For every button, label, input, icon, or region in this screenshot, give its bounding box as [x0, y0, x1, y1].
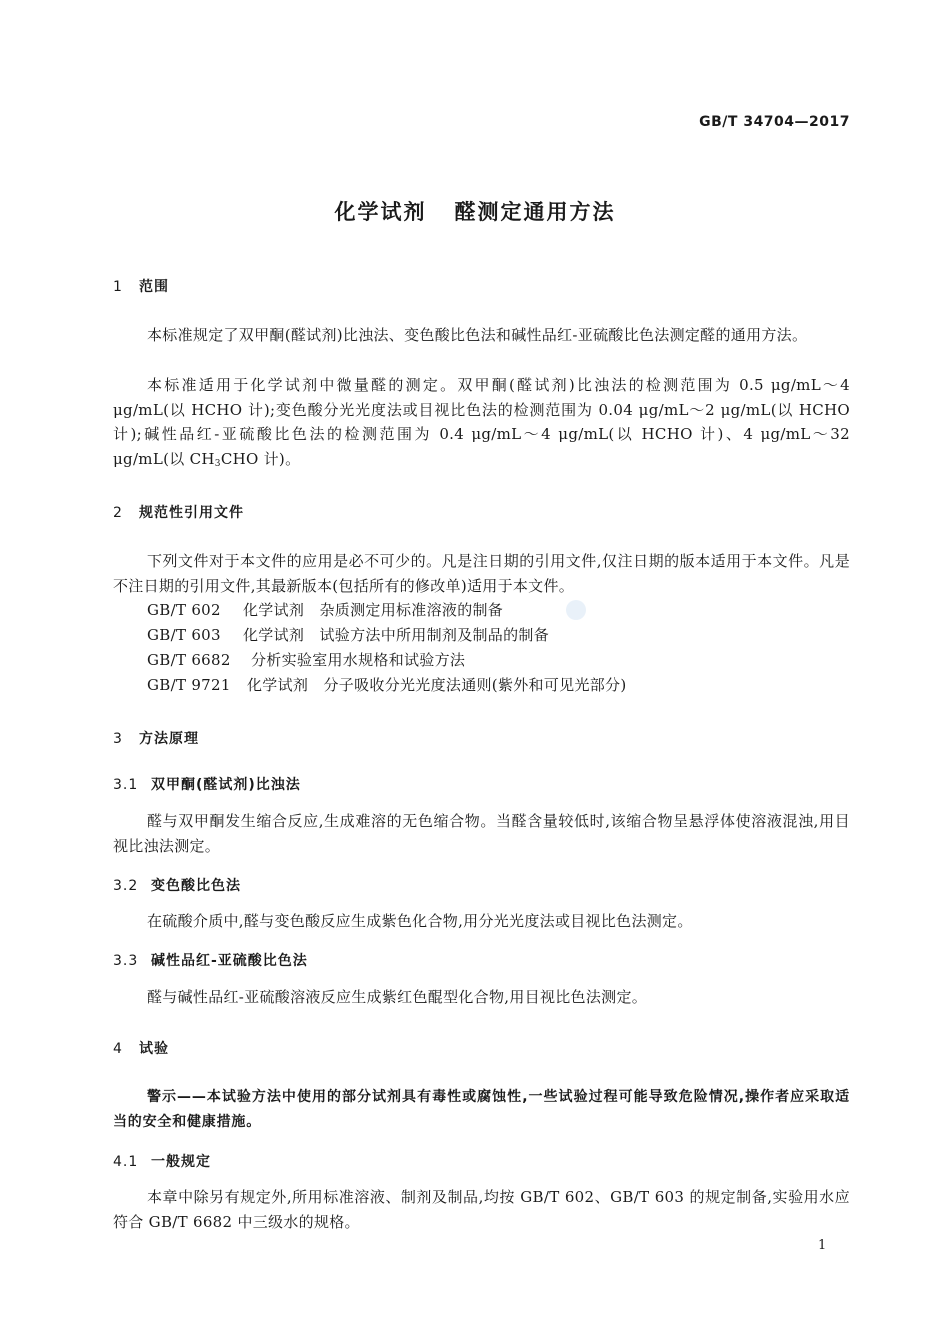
- section-3-3-paragraph: 醛与碱性品红-亚硫酸溶液反应生成紫红色醌型化合物,用目视比色法测定。: [147, 988, 648, 1006]
- section-3-1-heading: 3.1 双甲酮(醛试剂)比浊法: [113, 777, 301, 793]
- section-4-1-heading: 4.1 一般规定: [113, 1154, 211, 1170]
- safety-warning: 警示——本试验方法中使用的部分试剂具有毒性或腐蚀性,一些试验过程可能导致危险情况,操作者应采取适当的安全和健康措施。: [113, 1089, 850, 1130]
- section-3-3-heading: 3.3 碱性品红-亚硫酸比色法: [113, 953, 308, 969]
- watermark-logo: [566, 600, 586, 620]
- section-3-2-heading: 3.2 变色酸比色法: [113, 878, 241, 894]
- title-part-1: 化学试剂: [334, 200, 427, 224]
- section-2-paragraph: 下列文件对于本文件的应用是必不可少的。凡是注日期的引用文件,仅注日期的版本适用于本文件。凡是不注日期的引用文件,其最新版本(包括所有的修改单)适用于本文件。: [113, 552, 850, 595]
- section-4-heading: 4 试验: [113, 1041, 169, 1057]
- section-4-1-paragraph: 本章中除另有规定外,所用标准溶液、制剂及制品,均按 GB/T 602、GB/T 603 的规定制备,实验用水应符合 GB/T 6682 中三级水的规格。: [113, 1188, 850, 1231]
- section-1-paragraph-2: 本标准适用于化学试剂中微量醛的测定。双甲酮(醛试剂)比浊法的检测范围为 0.5 μg/mL～4 μg/mL(以 HCHO 计);变色酸分光光度法或目视比色法的检测范围为 0.04 μg/mL～2 μg/mL(以 HCHO 计);碱性品红-亚硫酸比色法的检测范围为 0.4 μg/mL～4 μg/mL(以 HCHO 计)、4 μg/mL～32 μg/mL(以 $CH_3CHO$ 计)。: [113, 376, 850, 469]
- section-1-heading: 1 范围: [113, 279, 169, 295]
- reference-item: GB/T 602 化学试剂 杂质测定用标准溶液的制备: [147, 601, 504, 619]
- reference-item: GB/T 6682 分析实验室用水规格和试验方法: [147, 651, 466, 669]
- reference-item: GB/T 9721 化学试剂 分子吸收分光光度法通则(紫外和可见光部分): [147, 676, 627, 694]
- section-1-paragraph-1: 本标准规定了双甲酮(醛试剂)比浊法、变色酸比色法和碱性品红-亚硫酸比色法测定醛的通用方法。: [147, 326, 808, 344]
- standard-code: GB/T 34704—2017: [699, 114, 850, 130]
- section-3-1-paragraph: 醛与双甲酮发生缩合反应,生成难溶的无色缩合物。当醛含量较低时,该缩合物呈悬浮体使溶液混浊,用目视比浊法测定。: [113, 812, 850, 855]
- page-number: 1: [818, 1238, 827, 1253]
- section-3-2-paragraph: 在硫酸介质中,醛与变色酸反应生成紫色化合物,用分光光度法或目视比色法测定。: [147, 912, 693, 930]
- document-title: [0, 196, 950, 226]
- reference-item: GB/T 603 化学试剂 试验方法中所用制剂及制品的制备: [147, 626, 550, 644]
- title-part-2: 醛测定通用方法: [454, 200, 616, 224]
- section-2-heading: 2 规范性引用文件: [113, 505, 244, 521]
- section-3-heading: 3 方法原理: [113, 731, 199, 747]
